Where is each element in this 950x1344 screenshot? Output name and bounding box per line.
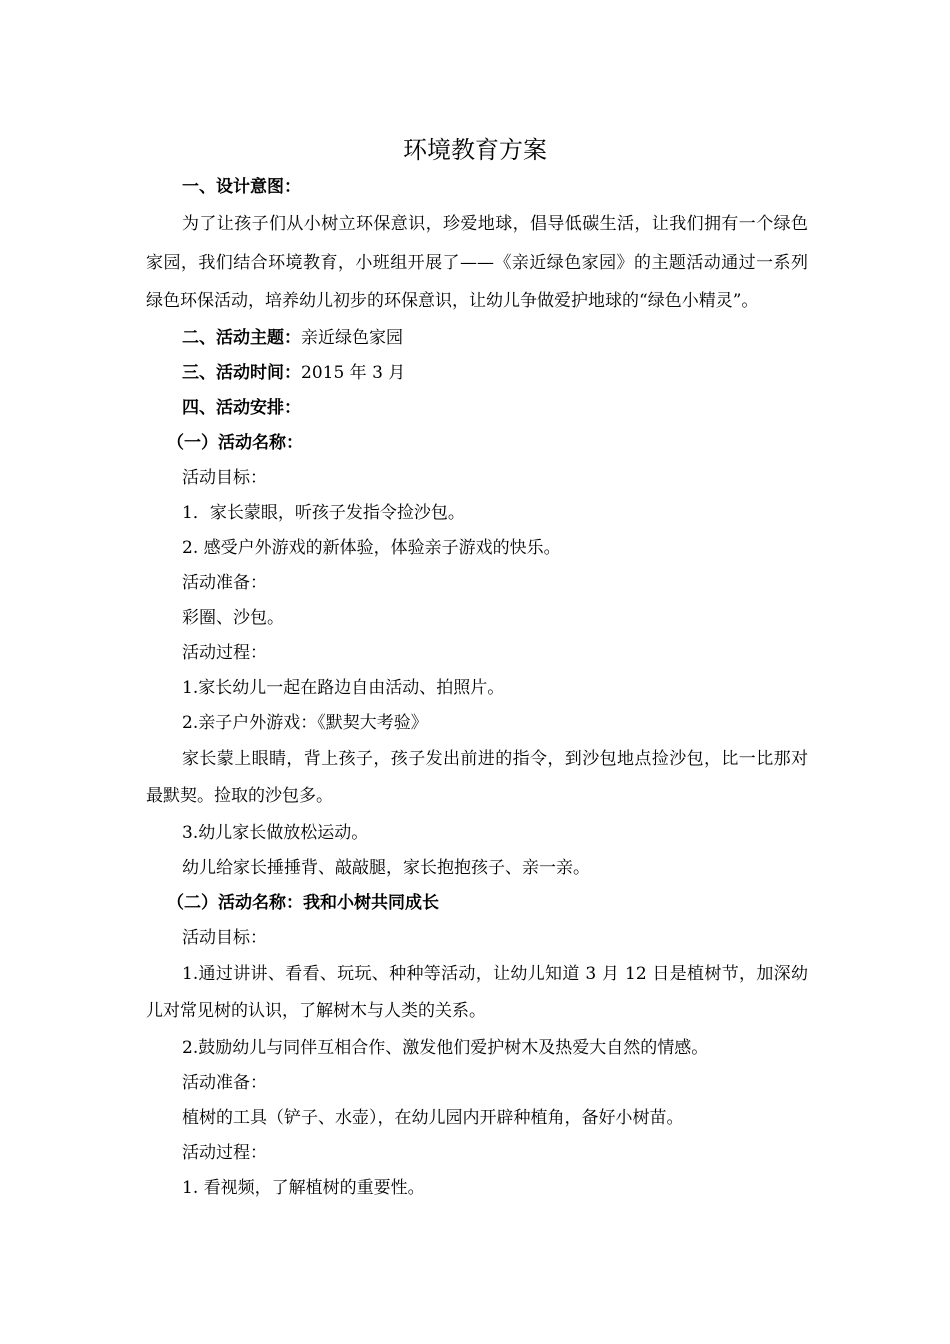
activity-1-process-label: 活动过程：	[182, 642, 267, 663]
activity-2-step: 1. 看视频，了解植树的重要性。	[182, 1177, 425, 1198]
document-body	[146, 170, 808, 1206]
activity-2-heading: （二）活动名称：我和小树共同成长	[167, 892, 439, 913]
activity-2-goal-item: 2.鼓励幼儿与同伴互相合作、激发他们爱护树木及热爱大自然的情感。	[182, 1037, 709, 1058]
activity-1-step: 2.亲子户外游戏：《默契大考验》	[182, 712, 428, 733]
activity-2-goal-label: 活动目标：	[182, 927, 267, 948]
activity-2-goal-item: 1.通过讲讲、看看、玩玩、种种等活动，让幼儿知道 3 月 12 日是植树节，加深幼儿对常见树的认识，了解树木与人类的关系。	[146, 963, 808, 1021]
activity-1-goal-label: 活动目标：	[182, 467, 267, 488]
activity-2-prep-label: 活动准备：	[182, 1072, 267, 1093]
section-heading-arrangement: 四、活动安排：	[182, 397, 301, 418]
activity-1-goal-item: 2. 感受户外游戏的新体验，体验亲子游戏的快乐。	[182, 537, 561, 558]
activity-time-line	[146, 356, 808, 391]
activity-1-step: 3.幼儿家长做放松运动。	[182, 822, 369, 843]
activity-theme-value: 亲近绿色家园	[301, 327, 403, 348]
activity-1-step: 1.家长幼儿一起在路边自由活动、拍照片。	[182, 677, 505, 698]
activity-1-step-description: 家长蒙上眼睛，背上孩子，孩子发出前进的指令，到沙包地点捡沙包，比一比那对最默契。捡取的沙包多。	[146, 748, 808, 806]
activity-1-heading: （一）活动名称：	[167, 432, 303, 453]
activity-theme-line	[146, 321, 808, 356]
activity-theme-label: 二、活动主题：	[182, 327, 301, 348]
activity-1-goal-item: 1．家长蒙眼，听孩子发指令捡沙包。	[182, 502, 465, 523]
activity-2-prep-text: 植树的工具（铲子、水壶），在幼儿园内开辟种植角，备好小树苗。	[182, 1107, 684, 1128]
design-intent-paragraph: 为了让孩子们从小树立环保意识，珍爱地球，倡导低碳生活，让我们拥有一个绿色家园，我们结合环境教育，小班组开展了——《亲近绿色家园》的主题活动通过一系列绿色环保活动，培养幼儿初步的环保意识，让幼儿争做爱护地球的“绿色小精灵”。	[146, 214, 808, 311]
document-title: 环境教育方案	[403, 136, 547, 164]
section-heading-design-intent: 一、设计意图：	[182, 177, 301, 197]
activity-time-label: 三、活动时间：	[182, 362, 301, 383]
activity-1-step-description: 幼儿给家长捶捶背、敲敲腿，家长抱抱孩子、亲一亲。	[182, 857, 590, 878]
activity-1-prep-text: 彩圈、沙包。	[182, 607, 284, 628]
activity-time-value: 2015 年 3 月	[301, 362, 406, 383]
activity-1-prep-label: 活动准备：	[182, 572, 267, 593]
activity-2-process-label: 活动过程：	[182, 1142, 267, 1163]
